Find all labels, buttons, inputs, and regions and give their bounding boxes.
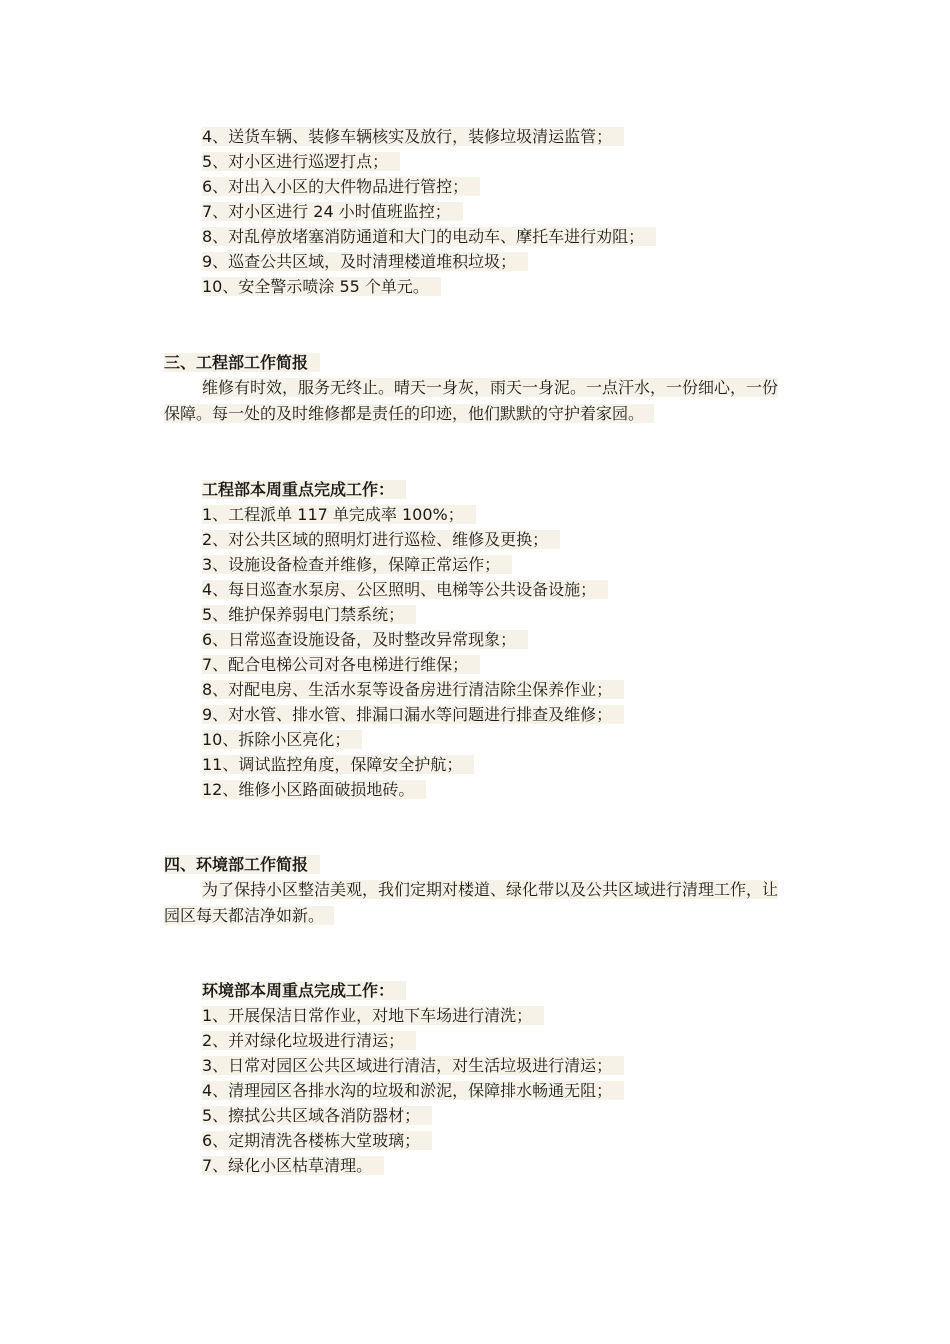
- section-intro: 维修有时效，服务无终止。晴天一身灰，雨天一身泥。一点汗水，一份细心，一份保障。每一处的及时维修都是责任的印迹，他们默默的守护着家园。: [164, 378, 779, 423]
- section-subheading: 工程部本周重点完成工作：: [164, 477, 784, 502]
- environment-task-list: [164, 1003, 784, 1178]
- list-item: 10、拆除小区亮化；: [164, 727, 784, 752]
- list-item: 2、并对绿化垃圾进行清运；: [164, 1028, 784, 1053]
- list-item: 5、维护保养弱电门禁系统；: [164, 602, 784, 627]
- list-item: 10、安全警示喷涂 55 个单元。: [164, 274, 784, 299]
- list-item: 11、调试监控角度，保障安全护航；: [164, 752, 784, 777]
- list-item: 6、对出入小区的大件物品进行管控；: [164, 174, 784, 199]
- list-item: 4、每日巡查水泵房、公区照明、电梯等公共设备设施；: [164, 577, 784, 602]
- list-item: 9、巡查公共区域，及时清理楼道堆积垃圾；: [164, 249, 784, 274]
- list-item: 8、对配电房、生活水泵等设备房进行清洁除尘保养作业；: [164, 677, 784, 702]
- list-item: 5、擦拭公共区域各消防器材；: [164, 1103, 784, 1128]
- list-item: 3、设施设备检查并维修，保障正常运作；: [164, 552, 784, 577]
- section-heading: 四、环境部工作简报: [164, 852, 784, 877]
- document-page: [164, 124, 784, 1178]
- list-item: 3、日常对园区公共区域进行清洁，对生活垃圾进行清运；: [164, 1053, 784, 1078]
- section-intro: 为了保持小区整洁美观，我们定期对楼道、绿化带以及公共区域进行清理工作，让园区每天都洁净如新。: [164, 880, 779, 925]
- list-item: 7、对小区进行 24 小时值班监控；: [164, 199, 784, 224]
- list-item: 4、送货车辆、装修车辆核实及放行，装修垃圾清运监管；: [164, 124, 784, 149]
- list-item: 9、对水管、排水管、排漏口漏水等问题进行排查及维修；: [164, 702, 784, 727]
- list-item: 7、配合电梯公司对各电梯进行维保；: [164, 652, 784, 677]
- list-item: 1、工程派单 117 单完成率 100%；: [164, 502, 784, 527]
- section-heading: 三、工程部工作简报: [164, 350, 784, 375]
- engineering-task-list: [164, 502, 784, 802]
- list-item: 6、定期清洗各楼栋大堂玻璃；: [164, 1128, 784, 1153]
- list-item: 1、开展保洁日常作业，对地下车场进行清洗；: [164, 1003, 784, 1028]
- list-item: 2、对公共区域的照明灯进行巡检、维修及更换；: [164, 527, 784, 552]
- security-task-list: [164, 124, 784, 299]
- environment-section: [164, 852, 784, 1178]
- section-subheading: 环境部本周重点完成工作：: [164, 978, 784, 1003]
- list-item: 12、维修小区路面破损地砖。: [164, 777, 784, 802]
- engineering-section: [164, 350, 784, 802]
- list-item: 4、清理园区各排水沟的垃圾和淤泥，保障排水畅通无阻；: [164, 1078, 784, 1103]
- list-item: 5、对小区进行巡逻打点；: [164, 149, 784, 174]
- list-item: 7、绿化小区枯草清理。: [164, 1153, 784, 1178]
- list-item: 6、日常巡查设施设备，及时整改异常现象；: [164, 627, 784, 652]
- list-item: 8、对乱停放堵塞消防通道和大门的电动车、摩托车进行劝阻；: [164, 224, 784, 249]
